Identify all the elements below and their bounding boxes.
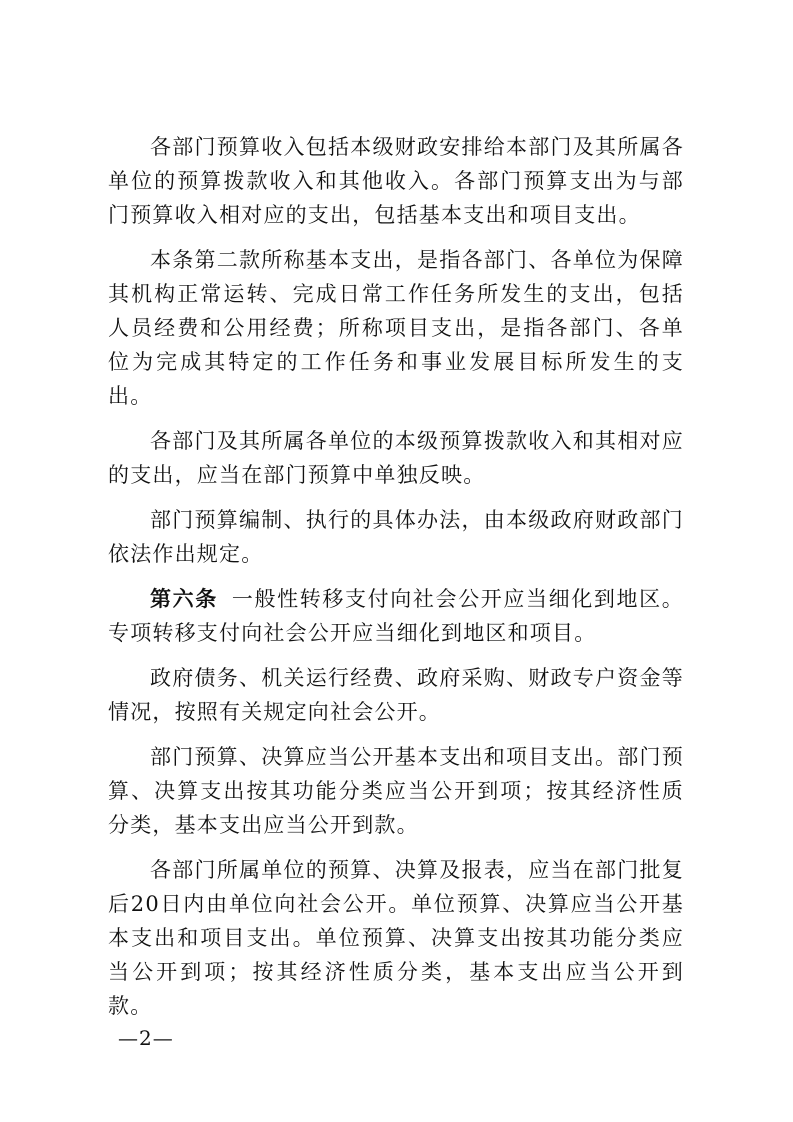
paragraph-basic-expenditure: 本条第二款所称基本支出，是指各部门、各单位为保障其机构正常运转、完成日常工作任务所发生的支出，包括人员经费和公用经费；所称项目支出，是指各部门、各单位为完成其特定的工作任务和事业发展目标所发生的支出。 bbox=[108, 248, 684, 408]
paragraph-budget-income: 各部门预算收入包括本级财政安排给本部门及其所属各单位的预算拨款收入和其他收入。各部门预算支出为与部门预算收入相对应的支出，包括基本支出和项目支出。 bbox=[108, 135, 684, 227]
article-heading: 第六条 bbox=[150, 587, 218, 611]
document-body bbox=[108, 130, 684, 1034]
paragraph-department-disclosure: 部门预算、决算应当公开基本支出和项目支出。部门预算、决算支出按其功能分类应当公开到项；按其经济性质分类，基本支出应当公开到款。 bbox=[108, 745, 684, 837]
article-six-text: 一般性转移支付向社会公开应当细化到地区。专项转移支付向社会公开应当细化到地区和项目。 bbox=[108, 587, 684, 645]
page-number: —2— bbox=[118, 1026, 174, 1050]
paragraph-unit-disclosure: 各部门所属单位的预算、决算及报表，应当在部门批复后20日内由单位向社会公开。单位预算、决算应当公开基本支出和项目支出。单位预算、决算支出按其功能分类应当公开到项；按其经济性质分类，基本支出应当公开到款。 bbox=[108, 858, 684, 1018]
paragraph-separate-reporting: 各部门及其所属各单位的本级预算拨款收入和其相对应的支出，应当在部门预算中单独反映。 bbox=[108, 429, 684, 487]
paragraph-preparation-rules: 部门预算编制、执行的具体办法，由本级政府财政部门依法作出规定。 bbox=[108, 508, 684, 566]
paragraph-article-six bbox=[108, 582, 684, 650]
paragraph-government-debt: 政府债务、机关运行经费、政府采购、财政专户资金等情况，按照有关规定向社会公开。 bbox=[108, 666, 684, 724]
